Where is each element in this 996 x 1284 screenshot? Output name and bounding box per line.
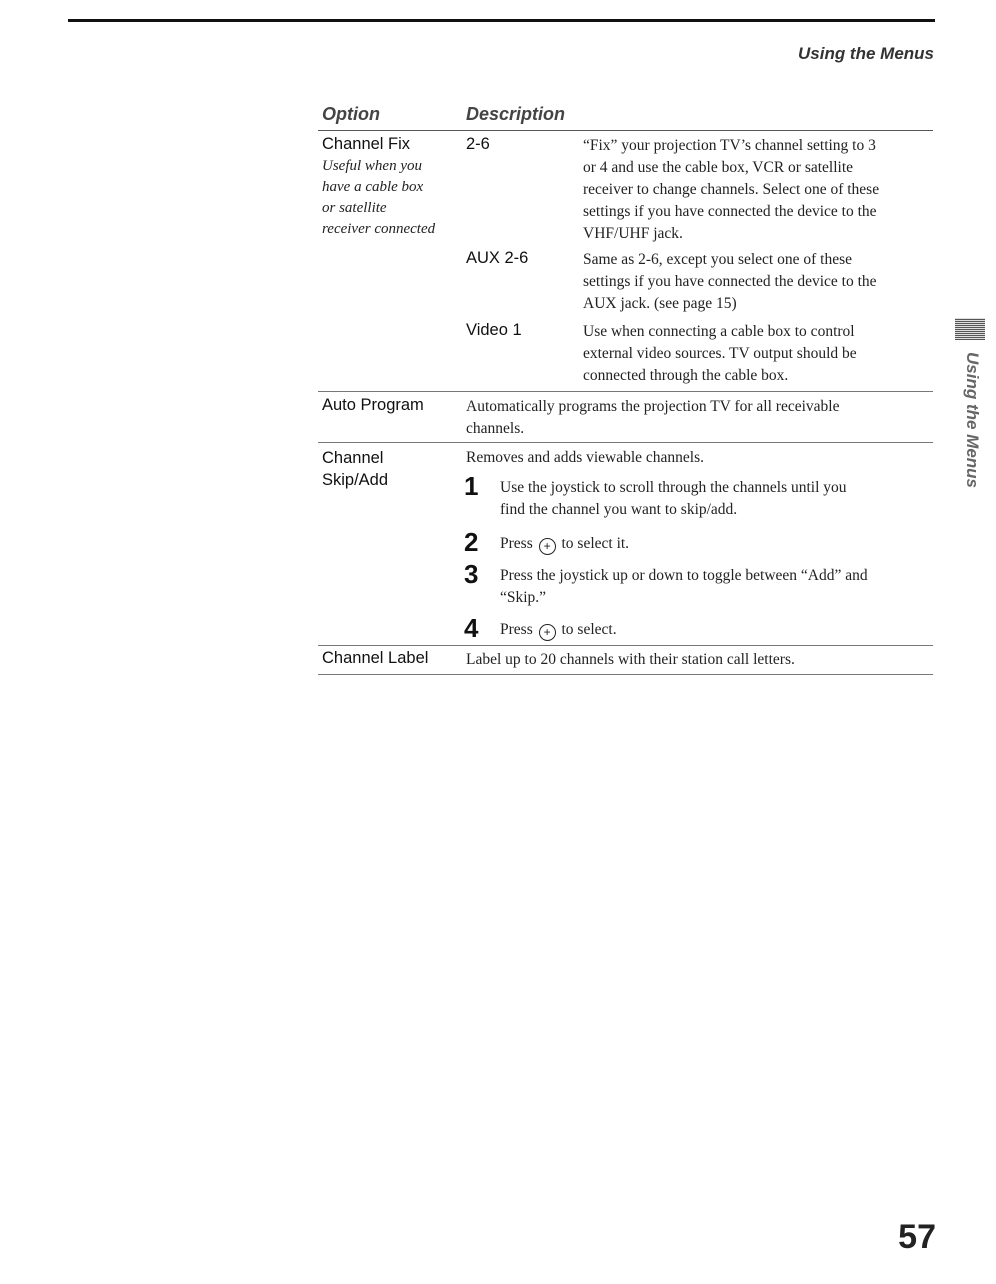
step-text: Press the joystick up or down to toggle between “Add” and “Skip.” xyxy=(500,567,868,606)
column-header-option: Option xyxy=(322,104,380,124)
table-row-channel-label xyxy=(318,646,933,675)
options-table xyxy=(318,102,933,675)
description-skip-add: Removes and adds viewable channels. xyxy=(466,449,705,466)
step-number: 4 xyxy=(464,613,479,643)
step-number: 2 xyxy=(464,527,479,557)
step-number: 1 xyxy=(464,471,479,501)
sub-option-aux-2-6: AUX 2-6 xyxy=(466,249,529,267)
description-aux-2-6: Same as 2-6, except you select one of these settings if you have connected the device to the AUX jack. (see page 15) xyxy=(583,251,877,312)
step-text: Press + to select. xyxy=(500,621,617,639)
option-note: Useful when you have a cable box or satellite receiver connected xyxy=(322,158,436,237)
description-channel-label: Label up to 20 channels with their station call letters. xyxy=(466,651,795,668)
section-header: Using the Menus xyxy=(797,44,934,63)
option-channel-skip-add: Channel Skip/Add xyxy=(322,449,389,489)
top-rule xyxy=(68,19,935,22)
step-number: 3 xyxy=(464,559,479,589)
description-video-1: Use when connecting a cable box to control external video sources. TV output should be connected through the cable box. xyxy=(583,323,857,384)
page-number: 57 xyxy=(898,1218,936,1256)
column-header-description: Description xyxy=(466,104,566,124)
sub-option-2-6: 2-6 xyxy=(466,135,490,153)
table-row-auto-program xyxy=(318,392,933,443)
option-auto-program: Auto Program xyxy=(322,396,424,414)
table-row-channel-fix xyxy=(318,131,933,392)
description-2-6: “Fix” your projection TV’s channel setting to 3 or 4 and use the cable box, VCR or satellite receiver to change channels. Select one of these settings if you have connected the device to the VHF/UHF jack. xyxy=(583,137,880,242)
section-tab-marker xyxy=(955,318,985,340)
option-channel-label: Channel Label xyxy=(322,649,429,667)
side-section-label: Using the Menus xyxy=(963,352,982,489)
table-header xyxy=(318,102,933,131)
joystick-button-icon: + xyxy=(539,538,556,555)
step-text: Use the joystick to scroll through the channels until you find the channel you want to skip/add. xyxy=(500,479,847,518)
step-text: Press + to select it. xyxy=(500,535,630,553)
joystick-button-icon: + xyxy=(539,624,556,641)
description-auto-program: Automatically programs the projection TV for all receivable channels. xyxy=(466,398,840,437)
sub-option-video-1: Video 1 xyxy=(466,321,522,339)
option-channel-fix: Channel Fix xyxy=(322,135,411,153)
table-row-channel-skip-add xyxy=(318,443,933,646)
